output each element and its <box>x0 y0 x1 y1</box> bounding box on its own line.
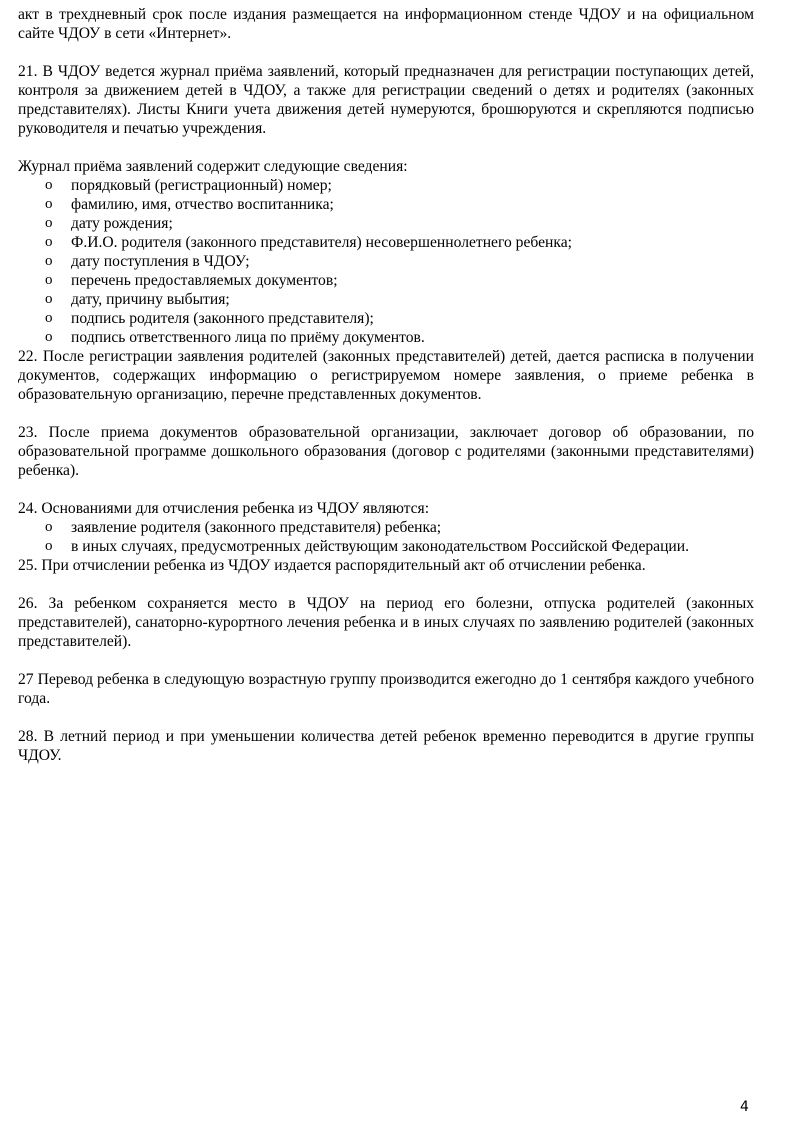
journal-intro: Журнал приёма заявлений содержит следующие сведения: <box>18 158 408 175</box>
list-item: o подпись ответственного лица по приёму документов. <box>45 329 425 346</box>
expulsion-items-list <box>18 518 754 556</box>
list-item: o подпись родителя (законного представителя); <box>45 310 374 327</box>
list-item: o Ф.И.О. родителя (законного представителя) несовершеннолетнего ребенка; <box>45 234 572 251</box>
journal-items-list <box>18 176 754 347</box>
paragraph-intro-continuation: акт в трехдневный срок после издания размещается на информационном стенде ЧДОУ и на официальном сайте ЧДОУ в сети «Интернет». <box>18 6 754 42</box>
bullet-marker: o <box>45 538 53 554</box>
paragraph-23: 23. После приема документов образовательной организации, заключает договор об образовании, по образовательной программе дошкольного образования (договор с родителями (законными представителями) ребенка). <box>18 424 754 479</box>
bullet-marker: o <box>45 253 53 269</box>
bullet-marker: o <box>45 310 53 326</box>
paragraph-27: 27 Перевод ребенка в следующую возрастную группу производится ежегодно до 1 сентября каждого учебного года. <box>18 671 754 707</box>
paragraph-21: 21. В ЧДОУ ведется журнал приёма заявлений, который предназначен для регистрации поступающих детей, контроля за движением детей в ЧДОУ, а также для регистрации сведений о детях и родителях (законных представителях). Листы Книги учета движения детей нумеруются, брошюруются и скрепляются подписью руководителя и печатью учреждения. <box>18 63 754 137</box>
paragraph-22: 22. После регистрации заявления родителей (законных представителей) детей, дается расписка в получении документов, содержащих информацию о регистрируемом номере заявления, о приеме ребенка в образовательную организацию, перечне представленных документов. <box>18 348 754 403</box>
paragraph-28: 28. В летний период и при уменьшении количества детей ребенок временно переводится в другие группы ЧДОУ. <box>18 728 754 764</box>
list-item: o дату рождения; <box>45 215 173 232</box>
document-page <box>18 0 754 784</box>
bullet-marker: o <box>45 196 53 212</box>
paragraph-25: 25. При отчислении ребенка из ЧДОУ издается распорядительный акт об отчислении ребенка. <box>18 557 646 574</box>
paragraph-24: 24. Основаниями для отчисления ребенка из ЧДОУ являются: <box>18 500 430 517</box>
list-item: o заявление родителя (законного представителя) ребенка; <box>45 519 442 536</box>
bullet-marker: o <box>45 215 53 231</box>
bullet-marker: o <box>45 291 53 307</box>
bullet-marker: o <box>45 177 53 193</box>
list-item: o фамилию, имя, отчество воспитанника; <box>45 196 334 213</box>
list-item: o перечень предоставляемых документов; <box>45 272 338 289</box>
list-item: o в иных случаях, предусмотренных действующим законодательством Российской Федерации. <box>45 538 690 555</box>
list-item: o дату поступления в ЧДОУ; <box>45 253 250 270</box>
list-item: o порядковый (регистрационный) номер; <box>45 177 332 194</box>
bullet-marker: o <box>45 272 53 288</box>
bullet-marker: o <box>45 329 53 345</box>
list-item: o дату, причину выбытия; <box>45 291 230 308</box>
bullet-marker: o <box>45 519 53 535</box>
page-number: 4 <box>740 1099 749 1115</box>
bullet-marker: o <box>45 234 53 250</box>
paragraph-26: 26. За ребенком сохраняется место в ЧДОУ на период его болезни, отпуска родителей (законных представителей), санаторно-курортного лечения ребенка и в иных случаях по заявлению родителей (законных представителей). <box>18 595 754 650</box>
